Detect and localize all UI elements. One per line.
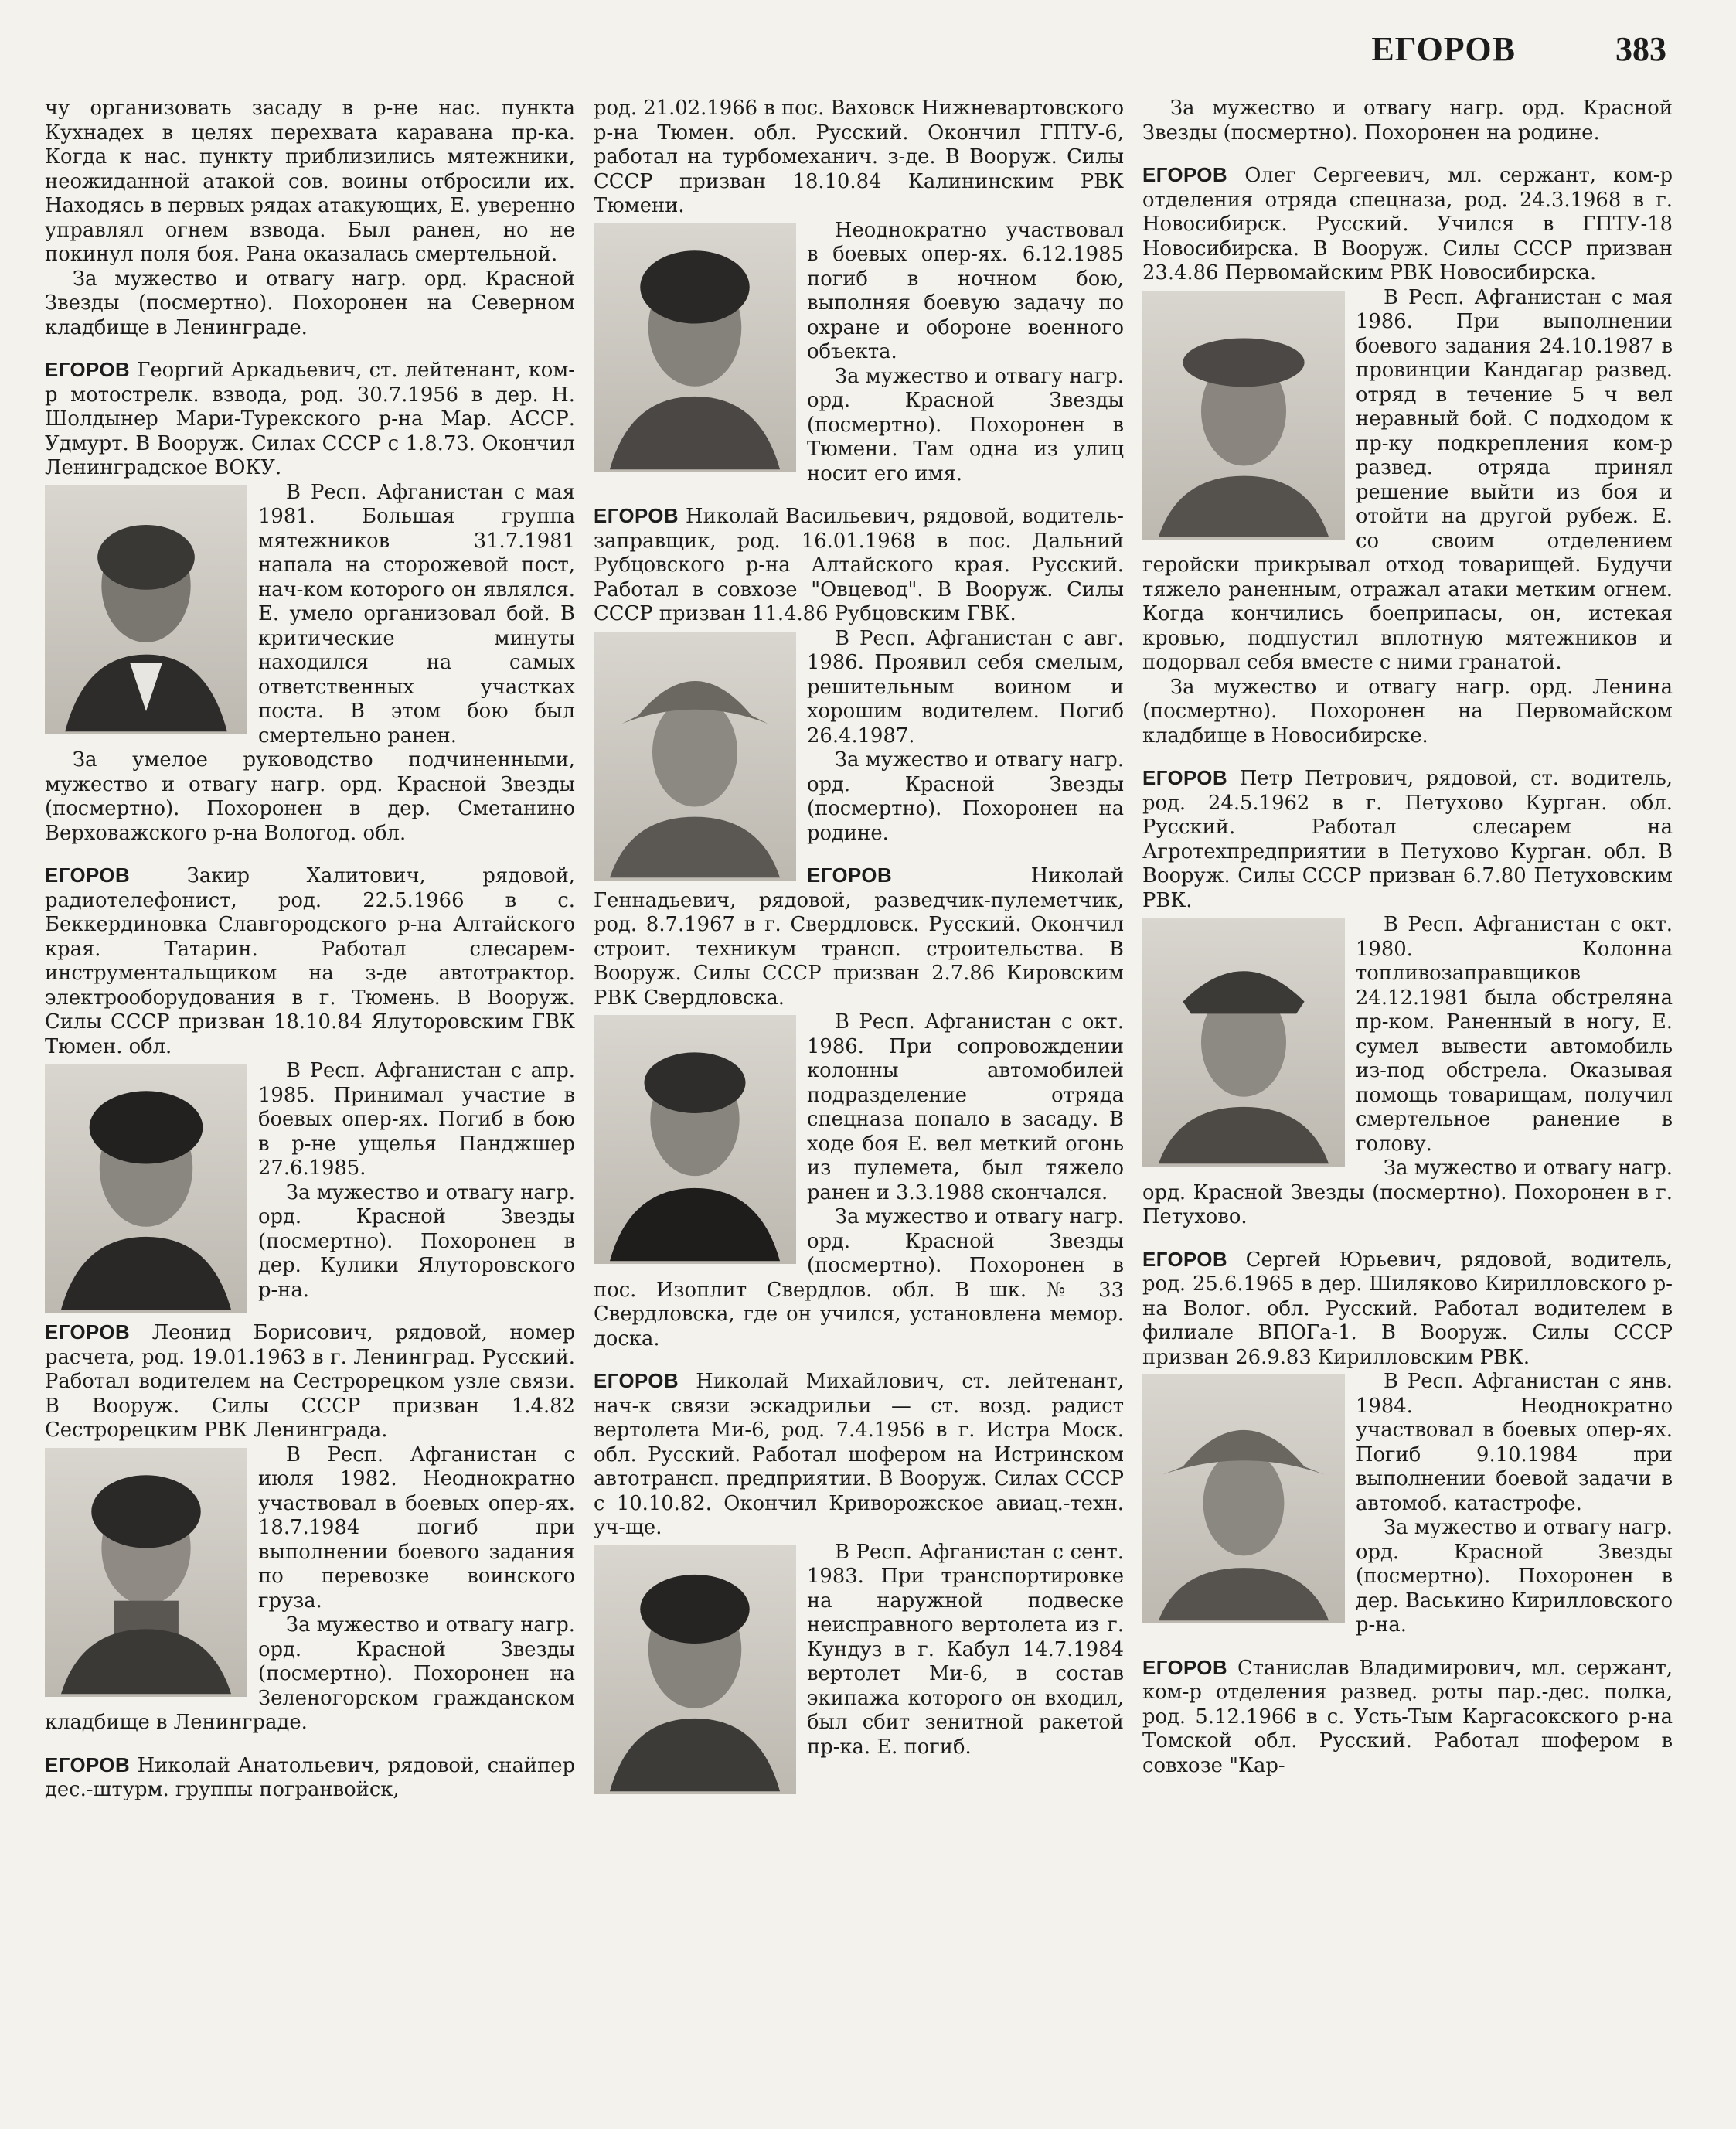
entry-surname: ЕГОРОВ — [1142, 1657, 1228, 1679]
entry-surname: ЕГОРОВ — [807, 865, 893, 887]
running-header — [0, 29, 1666, 76]
entry-georgy — [45, 359, 575, 846]
portrait-photo — [1142, 918, 1345, 1167]
entry-surname: ЕГОРОВ — [1142, 1248, 1228, 1271]
entry-surname: ЕГОРОВ — [594, 506, 679, 527]
entry-nikolai-mikhailovich — [594, 1370, 1124, 1759]
entry-award: За мужество и отвагу нагр. орд. Красной Звезды (посмертно). Похоронен в дер. Васькино Кирилловского р-на. — [1356, 1516, 1673, 1637]
entry-nikolai-anatolievich — [45, 1754, 575, 1803]
entry-heading — [45, 864, 575, 1059]
entry-heading — [1142, 164, 1673, 286]
entry-award: За мужество и отвагу нагр. орд. Красной Звезды (посмертно). Похоронен на родине. — [1142, 97, 1673, 145]
entry-service: В Респ. Афганистан с июля 1982. Неоднократно участвовал в боевых опер-ях. 18.7.1984 погиб при выполнении боевого задания по перевозке воинского груза. — [258, 1443, 575, 1613]
portrait-photo — [1142, 1374, 1345, 1623]
entry-stanislav — [1142, 1657, 1673, 1779]
header-surname: ЕГОРОВ — [1371, 30, 1516, 68]
entry-zakir — [45, 864, 575, 1303]
entry-text: род. 21.02.1966 в пос. Ваховск Нижневартовского р-на Тюмен. обл. Русский. Окончил ГПТУ-6, работал на турбомеханич. з-де. В Вооруж. Силы СССР призван 18.10.84 Калининским РВК Тюмени. — [594, 97, 1125, 217]
entry-service: В Респ. Афганистан с окт. 1986. При сопровождении колонны автомобилей подразделение отряда спецназа попало в засаду. В ходе боя Е. вел меткий огонь из пулемета, был тяжело ранен и 3.3.1988 скончался. — [807, 1010, 1124, 1204]
entry-heading — [1142, 1248, 1673, 1371]
entry-award: За мужество и отвагу нагр. орд. Красной Звезды (посмертно). Похоронен в Тюмени. Там одна из улиц носит его имя. — [807, 364, 1124, 485]
entry-heading — [594, 864, 1124, 1010]
portrait-photo — [594, 632, 796, 881]
entry-heading — [1142, 767, 1673, 913]
entry-bio: Леонид Борисович, рядовой, номер расчета, род. 19.01.1963 в г. Ленинград. Русский. Работал водителем на Сестрорецком узле связи. В Вооруж. Силы СССР призван 1.4.82 Сестрорецким РВК Ленинграда. — [45, 1321, 575, 1442]
entry-award: За мужество и отвагу нагр. орд. Красной Звезды (посмертно). Похоронен в пос. Изоплит Свердлов. обл. В шк. № 33 Свердловска, где он учился, установлена мемор. доска. — [594, 1205, 1124, 1351]
entry-service: В Респ. Афганистан с мая 1986. При выполнении боевого задания 24.10.1987 в провинции Кандагар развед. отряд в течение 5 ч вел неравный бой. С подходом к пр-ку подкрепления ком-р развед. отряда принял решение выйти из боя и отойти на другой рубеж. Е. со своим отделением геройски прикрывал отход товарищей. Будучи тяжело раненным, отражал атаки метким огнем. Когда кончились боеприпасы, он, истекая кровью, подпустил вплотную мятежников и подорвал себя вместе с ними гранатой. — [1142, 285, 1673, 674]
column-2 — [594, 97, 1124, 1799]
portrait-photo — [45, 1064, 247, 1313]
entry-bio: Олег Сергеевич, мл. сержант, ком-р отделения отряда спецназа, род. 24.3.1968 в г. Новосибирск. Русский. Учился в ГПТУ-18 Новосибирска. В Вооруж. Силы СССР призван 23.4.86 Первомайским РВК Новосибирска. — [1142, 164, 1673, 284]
entry-nikolai-gennadievich — [594, 864, 1124, 1351]
entry-nikolai-vasilievich — [594, 505, 1124, 846]
entry-service: В Респ. Афганистан с окт. 1980. Колонна топливозаправщиков 24.12.1981 была обстреляна пр-ком. Раненный в ногу, Е. сумел вывести автомобиль из-под обстрела. Оказывая помощь товарищам, получил смертельное ранение в голову. — [1356, 913, 1673, 1156]
entry-bio: Николай Михайлович, ст. лейтенант, нач-к связи эскадрильи — ст. возд. радист вертолета Ми-6, род. 7.4.1956 в г. Истра Моск. обл. Русский. Работал шофером на Истринском автотрансп. предприятии. В Вооруж. Силах СССР с 10.10.82. Окончил Криворожское авиац.-техн. уч-ще. — [594, 1370, 1125, 1539]
column-1 — [45, 97, 575, 1821]
entry-oleg — [1142, 164, 1673, 748]
portrait-photo — [45, 485, 247, 734]
entry-award: За мужество и отвагу нагр. орд. Красной Звезды (посмертно). Похоронен в г. Петухово. — [1142, 1156, 1673, 1228]
entry-text: чу организовать засаду в р-не нас. пункта Кухнадех в целях перехвата каравана пр-ка. Когда к нас. пункту приблизились мятежники, неожиданной атакой сов. воины отбросили их. Находясь в первых рядах атакующих, Е. уверенно управлял огнем взвода. Был ранен, но не покинул поля боя. Рана оказалась смертельной. — [45, 97, 575, 266]
entry-surname: ЕГОРОВ — [1142, 768, 1228, 789]
entry-bio: Георгий Аркадьевич, ст. лейтенант, ком-р мотострелк. взвода, род. 30.7.1956 в дер. Н. Шолдынер Мари-Турекского р-на Мар. АССР. Удмурт. В Вооруж. Силах СССР с 1.8.73. Окончил Ленинградское ВОКУ. — [45, 359, 576, 479]
entry-surname: ЕГОРОВ — [45, 359, 131, 381]
entry-award: За умелое руководство подчиненными, мужество и отвагу нагр. орд. Красной Звезды (посмертно). Похоронен в дер. Сметанино Верховажского р-на Вологод. обл. — [45, 748, 575, 845]
entry-heading — [45, 359, 575, 481]
entry-petr — [1142, 767, 1673, 1230]
entry-award: За мужество и отвагу нагр. орд. Красной Звезды (посмертно). Похоронен в дер. Кулики Ялуторовского р-на. — [258, 1180, 575, 1302]
entry-bio: Николай Анатольевич, рядовой, снайпер дес.-штурм. группы погранвойск, — [45, 1753, 575, 1801]
entry-heading — [45, 1754, 575, 1803]
portrait-photo — [1142, 291, 1345, 540]
entry-sergei — [1142, 1248, 1673, 1638]
portrait-photo — [594, 223, 796, 472]
entry-surname: ЕГОРОВ — [45, 865, 131, 887]
entry-bio: Закир Халитович, рядовой, радиотелефонист, род. 22.5.1966 в с. Беккердиновка Славгородского р-на Алтайского края. Татарин. Работал слесарем-инструментальщиком на з-де автотрактор. электрооборудования в г. Тюмень. В Вооруж. Силы СССР призван 18.10.84 Ялуторовским ГВК Тюмен. обл. — [45, 864, 576, 1058]
entry-service: В Респ. Афганистан с мая 1981. Большая группа мятежников 31.7.1981 напала на сторожевой пост, нач-ком которого он являлся. Е. умело организовал бой. В критические минуты находился на самых ответственных участках поста. В этом бою был смертельно ранен. — [258, 480, 575, 748]
entry-service: В Респ. Афганистан с авг. 1986. Проявил себя смелым, решительным воином и хорошим водителем. Погиб 26.4.1987. — [807, 626, 1124, 748]
entry-award: За мужество и отвагу нагр. орд. Ленина (посмертно). Похоронен на Первомайском кладбище в Новосибирске. — [1142, 675, 1673, 748]
entry-continued — [1142, 97, 1673, 145]
entry-service: В Респ. Афганистан с янв. 1984. Неоднократно участвовал в боевых опер-ях. Погиб 9.10.1984 при выполнении боевой задачи в автомоб. катастрофе. — [1356, 1370, 1673, 1515]
portrait-photo — [594, 1545, 796, 1794]
portrait-photo — [594, 1015, 796, 1264]
column-3 — [1142, 97, 1673, 1797]
entry-award: За мужество и отвагу нагр. орд. Красной Звезды (посмертно). Похоронен на Зеленогорском гражданском кладбище в Ленинграде. — [45, 1613, 575, 1734]
entry-continued — [594, 97, 1124, 486]
entry-bio: Николай Васильевич, рядовой, водитель-заправщик, род. 16.01.1968 в пос. Дальний Рубцовского р-на Алтайского края. Русский. Работал в совхозе "Овцевод". В Вооруж. Силы СССР призван 11.4.86 Рубцовским ГВК. — [594, 505, 1125, 625]
entry-service: Неоднократно участвовал в боевых опер-ях. 6.12.1985 погиб в ночном бою, выполняя боевую задачу по охране и обороне военного объекта. — [807, 218, 1124, 363]
entry-bio: Петр Петрович, рядовой, ст. водитель, род. 24.5.1962 в г. Петухово Курган. обл. Русский. Работал слесарем на Агротехпредприятии в Петухово Курган. обл. В Вооруж. Силы СССР призван 6.7.80 Петуховским РВК. — [1142, 767, 1673, 912]
entry-heading — [594, 1370, 1124, 1541]
entry-bio: Николай Геннадьевич, рядовой, разведчик-пулеметчик, род. 8.7.1967 в г. Свердловск. Русский. Окончил строит. техникум трансп. строительства. В Вооруж. Силы СССР призван 2.7.86 Кировским РВК Свердловска. — [594, 864, 1124, 1010]
page-number: 383 — [1615, 30, 1666, 68]
entry-bio: Станислав Владимирович, мл. сержант, ком-р отделения развед. роты пар.-дес. полка, род. 5.12.1966 в с. Усть-Тым Каргасокского р-на Томской обл. Русский. Работал шофером в совхозе "Кар- — [1142, 1656, 1673, 1777]
portrait-photo — [45, 1448, 247, 1697]
entry-award: За мужество и отвагу нагр. орд. Красной Звезды (посмертно). Похоронен на Северном кладбище в Ленинграде. — [45, 267, 575, 339]
entry-leonid — [45, 1321, 575, 1736]
entry-surname: ЕГОРОВ — [1142, 165, 1228, 186]
entry-award: За мужество и отвагу нагр. орд. Красной Звезды (посмертно). Похоронен на родине. — [807, 748, 1124, 845]
entry-surname: ЕГОРОВ — [45, 1322, 131, 1344]
entry-service: В Респ. Афганистан с сент. 1983. При транспортировке на наружной подвеске неисправного вертолета из г. Кундуз в г. Кабул 14.7.1984 вертолет Ми-6, в состав экипажа которого он входил, был сбит зенитной ракетой пр-ка. Е. погиб. — [807, 1540, 1124, 1759]
entry-heading — [594, 505, 1124, 627]
entry-heading — [1142, 1657, 1673, 1779]
entry-service: В Респ. Афганистан с апр. 1985. Принимал участие в боевых опер-ях. Погиб в бою в р-не ущелья Панджшер 27.6.1985. — [258, 1059, 575, 1180]
entry-continued — [45, 97, 575, 340]
entry-heading — [45, 1321, 575, 1443]
entry-bio: Сергей Юрьевич, рядовой, водитель, род. 25.6.1965 в дер. Шиляково Кирилловского р-на Волог. обл. Русский. Работал водителем в филиале ВПОГа-1. В Вооруж. Силы СССР призван 26.9.83 Кирилловским РВК. — [1142, 1248, 1673, 1369]
entry-surname: ЕГОРОВ — [45, 1754, 131, 1776]
entry-surname: ЕГОРОВ — [594, 1371, 679, 1392]
